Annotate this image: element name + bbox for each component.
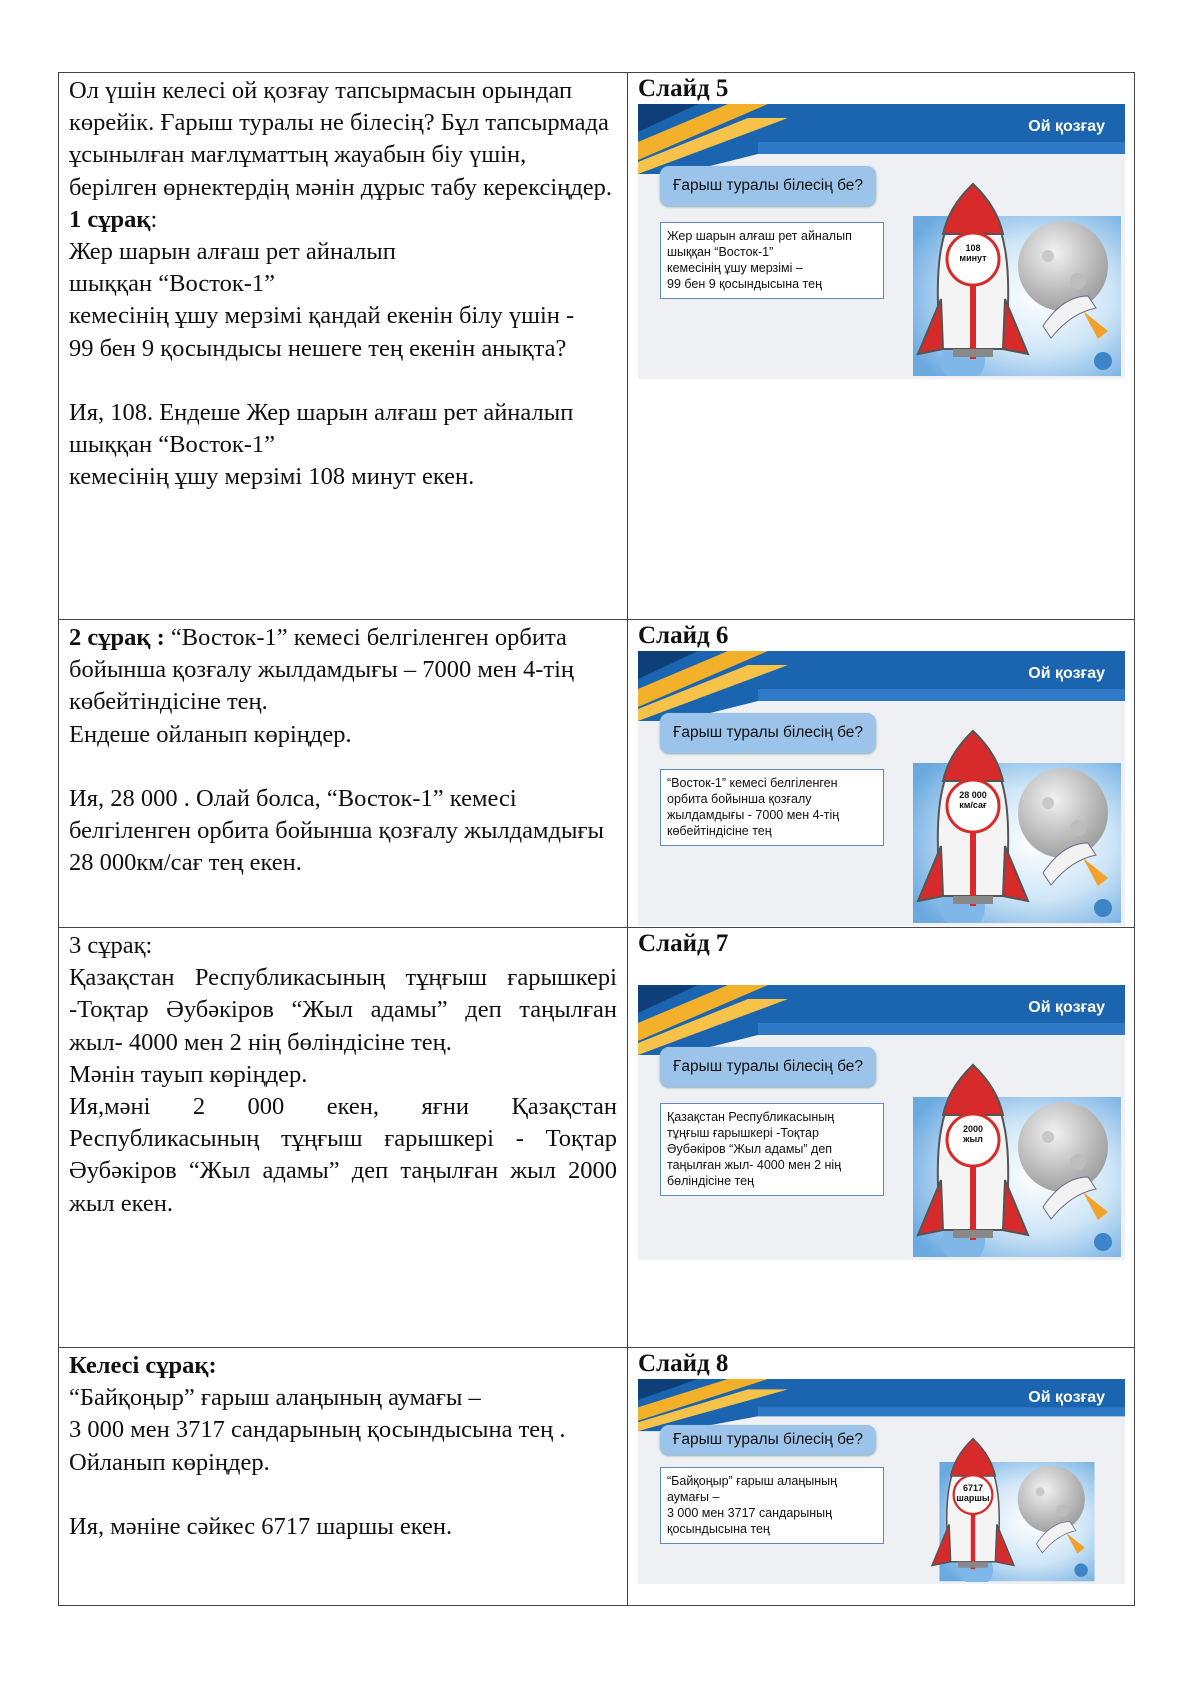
paragraph-text: Ия, 28 000 . Олай болса, “Восток-1” кемесі белгіленген орбита бойынша қозғалу жылдамдығы 28 000км/сағ тең екен. [69, 784, 604, 877]
slide-banner-title: Ой қозғау [1028, 999, 1105, 1016]
slide-info-line: жылдамдығы - 7000 мен 4-тің [667, 808, 840, 822]
rocket-value-label [947, 243, 999, 263]
table-row [59, 620, 1135, 928]
slide-info-line: “Восток-1” кемесі белгіленген [667, 776, 838, 790]
rocket-illustration [913, 1435, 1033, 1584]
paragraph-text: 3 000 мен 3717 сандарының қосындысына тең . [69, 1416, 566, 1444]
paragraph-text: Ол үшін келесі ой қозғау тапсырмасын орындап көрейік. Ғарыш туралы не білесің? Бұл тапсырмада ұсынылған мағлұматтың жауабын біу үшін, берілген өрнектердің мәнін дұрыс табу керексіңдер. [69, 77, 613, 201]
paragraph [69, 1350, 617, 1382]
slide-question-pill: Ғарыш туралы білесің бе? [660, 713, 876, 753]
table-row [59, 1348, 1135, 1606]
slide-label: Слайд 5 [638, 75, 729, 102]
table-row [59, 928, 1135, 1348]
paragraph-text: “Восток-1” кемесі белгіленген орбита бойынша қозғалу жылдамдығы – 7000 мен 4-тің көбейтіндісіне тең. [69, 624, 575, 716]
rocket-illustration [913, 179, 1033, 379]
paragraph [69, 1091, 617, 1220]
text-cell [59, 73, 628, 620]
slide-preview [638, 985, 1125, 1260]
paragraph-text: Мәнін тауып көріңдер. [69, 1060, 308, 1088]
rocket-value-line: минут [959, 253, 987, 263]
slide-question-pill: Ғарыш туралы білесің бе? [660, 1425, 876, 1455]
slide-info-line: таңылған жыл- 4000 мен 2 нің [667, 1158, 842, 1172]
rocket-value-line: 28 000 [959, 790, 987, 800]
paragraph [69, 1059, 617, 1091]
slide-info-line: кемесінің ұшу мерзімі – [667, 261, 803, 275]
rocket-value-line: 2000 [962, 1124, 984, 1134]
paragraph-text: : [150, 205, 158, 233]
paragraph [69, 719, 617, 751]
slide-banner-title: Ой қозғау [1028, 665, 1105, 682]
slide-preview [638, 651, 1125, 926]
paragraph-gap [69, 751, 617, 783]
slide-question-pill: Ғарыш туралы білесің бе? [660, 166, 876, 206]
slide-info-line: Әубәкіров “Жыл адамы” деп [667, 1142, 833, 1156]
paragraph [69, 930, 617, 962]
rocket-illustration [913, 1060, 1033, 1260]
question-text [59, 620, 627, 879]
question-text [59, 928, 627, 1220]
paragraph [69, 397, 617, 461]
slide-cell [628, 1348, 1135, 1606]
paragraph-text: Қазақстан Республикасының тұңғыш ғарышкері -Тоқтар Әубәкіров “Жыл адамы” деп таңылған жыл- 4000 мен 2 нің бөліндісіне тең. [69, 964, 617, 1056]
paragraph-text: Ендеше ойланып көріңдер. [69, 720, 352, 748]
question-heading: 1 сұрақ [69, 205, 151, 233]
rocket-value-line: 108 [965, 243, 981, 253]
slide-banner-title: Ой қозғау [1028, 118, 1105, 135]
slide-cell [628, 73, 1135, 620]
rocket-value-line: км/сағ [959, 800, 987, 810]
text-cell [59, 620, 628, 928]
paragraph-text: “Байқоңыр” ғарыш алаңының аумағы – [69, 1384, 481, 1412]
rocket-value-line: 6717 [962, 1482, 984, 1493]
slide-question-pill: Ғарыш туралы білесің бе? [660, 1047, 876, 1087]
paragraph-text: Жер шарын алғаш рет айналып [69, 238, 396, 266]
paragraph [69, 783, 617, 880]
rocket-illustration [913, 726, 1033, 926]
rocket-value-label [947, 790, 999, 810]
slide-cell [628, 620, 1135, 928]
question-heading: 2 сұрақ : [69, 624, 171, 651]
paragraph [69, 461, 617, 493]
paragraph [69, 204, 617, 236]
slide-info-box [660, 222, 884, 299]
slide-info-line: аумағы – [667, 1489, 720, 1504]
slide-cell [628, 928, 1135, 1348]
rocket-value-label [947, 1124, 999, 1144]
slide-label: Слайд 6 [638, 622, 729, 649]
slide-info-line: Қазақстан Республикасының [667, 1110, 835, 1124]
paragraph [69, 962, 617, 1059]
paragraph-text: Ия, мәніне сәйкес 6717 шаршы екен. [69, 1512, 453, 1540]
slide-info-box [660, 1103, 884, 1196]
paragraph-gap [69, 365, 617, 397]
question-heading: Келесі сұрақ: [69, 1352, 217, 1379]
slide-info-line: шыққан “Восток-1” [667, 245, 774, 259]
paragraph [69, 333, 617, 365]
paragraph-text: Ия,мәні 2 000 екен, яғни Қазақстан Республикасының тұңғыш ғарышкері - Тоқтар Әубәкіров “Жыл адамы” деп таңылған жыл 2000 жыл екен. [69, 1093, 617, 1217]
slide-info-line: бөліндісіне тең [667, 1174, 754, 1188]
rocket-value-line: жыл [963, 1134, 983, 1144]
paragraph-text: кемесінің ұшу мерзімі 108 минут екен. [69, 463, 475, 491]
paragraph-text: шыққан “Восток-1” [69, 270, 276, 298]
table-row [59, 73, 1135, 620]
slide-info-line: көбейтіндісіне тең [667, 824, 772, 838]
question-text [59, 1348, 627, 1543]
rocket-value-label [947, 1483, 999, 1503]
paragraph [69, 268, 617, 300]
paragraph-text: 99 бен 9 қосындысы нешеге тең екенін анықта? [69, 334, 567, 362]
question-text [59, 73, 627, 493]
paragraph [69, 75, 617, 204]
slide-info-line: тұңғыш ғарышкері -Тоқтар [667, 1126, 819, 1140]
slide-banner-title: Ой қозғау [1028, 1389, 1105, 1407]
slide-info-line: 99 бен 9 қосындысына тең [667, 277, 822, 291]
paragraph [69, 1511, 617, 1543]
paragraph-text: кемесінің ұшу мерзімі қандай екенін білу үшін - [69, 302, 575, 330]
slide-info-box [660, 769, 884, 846]
paragraph [69, 236, 617, 268]
slide-info-line: 3 000 мен 3717 сандарының [667, 1505, 833, 1520]
slide-label: Слайд 7 [638, 930, 729, 957]
paragraph-text: 3 сұрақ: [69, 932, 153, 959]
slide-info-box [660, 1467, 884, 1544]
rocket-value-line: шаршы [956, 1492, 990, 1503]
slide-info-line: қосындысына тең [667, 1521, 770, 1536]
text-cell [59, 928, 628, 1348]
lesson-table [58, 72, 1135, 1606]
paragraph [69, 1382, 617, 1414]
paragraph-gap [69, 1479, 617, 1511]
slide-info-line: орбита бойынша қозғалу [667, 792, 812, 806]
text-cell [59, 1348, 628, 1606]
paragraph [69, 1447, 617, 1479]
slide-info-line: Жер шарын алғаш рет айналып [667, 229, 852, 243]
paragraph [69, 300, 617, 332]
slide-info-line: “Байқоңыр” ғарыш алаңының [667, 1473, 838, 1488]
slide-label: Слайд 8 [638, 1350, 729, 1377]
paragraph [69, 622, 617, 719]
paragraph-text: Ойланып көріңдер. [69, 1448, 270, 1476]
paragraph-text: Ия, 108. Ендеше Жер шарын алғаш рет айналып шыққан “Восток-1” [69, 398, 574, 459]
slide-preview [638, 1379, 1125, 1584]
paragraph [69, 1414, 617, 1446]
slide-preview [638, 104, 1125, 379]
